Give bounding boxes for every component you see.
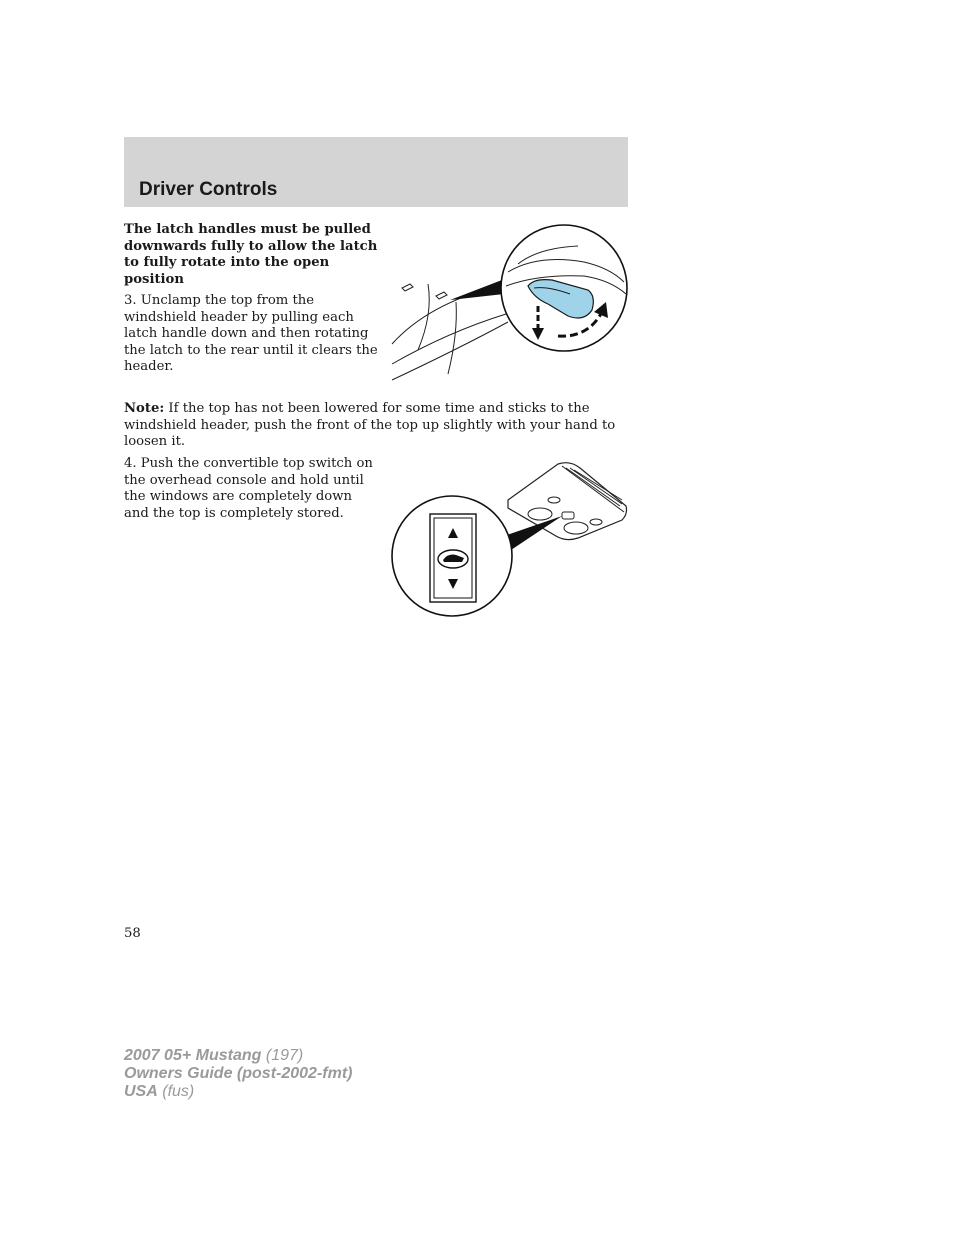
footer-guide-title: Owners Guide (post-2002-fmt) [124, 1065, 353, 1082]
note-body: If the top has not been lowered for some time and sticks to the windshield header, push the front of the top up slightly with your hand to loosen it. [124, 401, 616, 449]
step-3-text: 3. Unclamp the top from the windshield header by pulling each latch handle down and then rotating the latch to the rear until it clears the header. [124, 293, 378, 374]
overhead-console-illustration [390, 460, 630, 620]
note-label: Note: [124, 401, 165, 416]
page-number: 58 [124, 926, 141, 941]
section-header-band [124, 137, 628, 207]
latch-handle-illustration [388, 224, 630, 384]
document-footer [124, 1047, 352, 1101]
footer-market-code: (fus) [162, 1083, 195, 1100]
step-4-text: 4. Push the convertible top switch on the overhead console and hold until the windows are completely down and the top is completely stored. [124, 456, 373, 521]
warning-text: The latch handles must be pulled downwards fully to allow the latch to fully rotate into the open position [124, 222, 378, 287]
note-text [124, 401, 624, 451]
footer-market: USA [124, 1083, 158, 1100]
footer-line-3 [124, 1083, 194, 1100]
footer-line-1 [124, 1047, 303, 1064]
footer-model-code: (197) [265, 1047, 304, 1064]
section-title: Driver Controls [139, 179, 278, 200]
footer-model: 2007 05+ Mustang [124, 1047, 262, 1064]
